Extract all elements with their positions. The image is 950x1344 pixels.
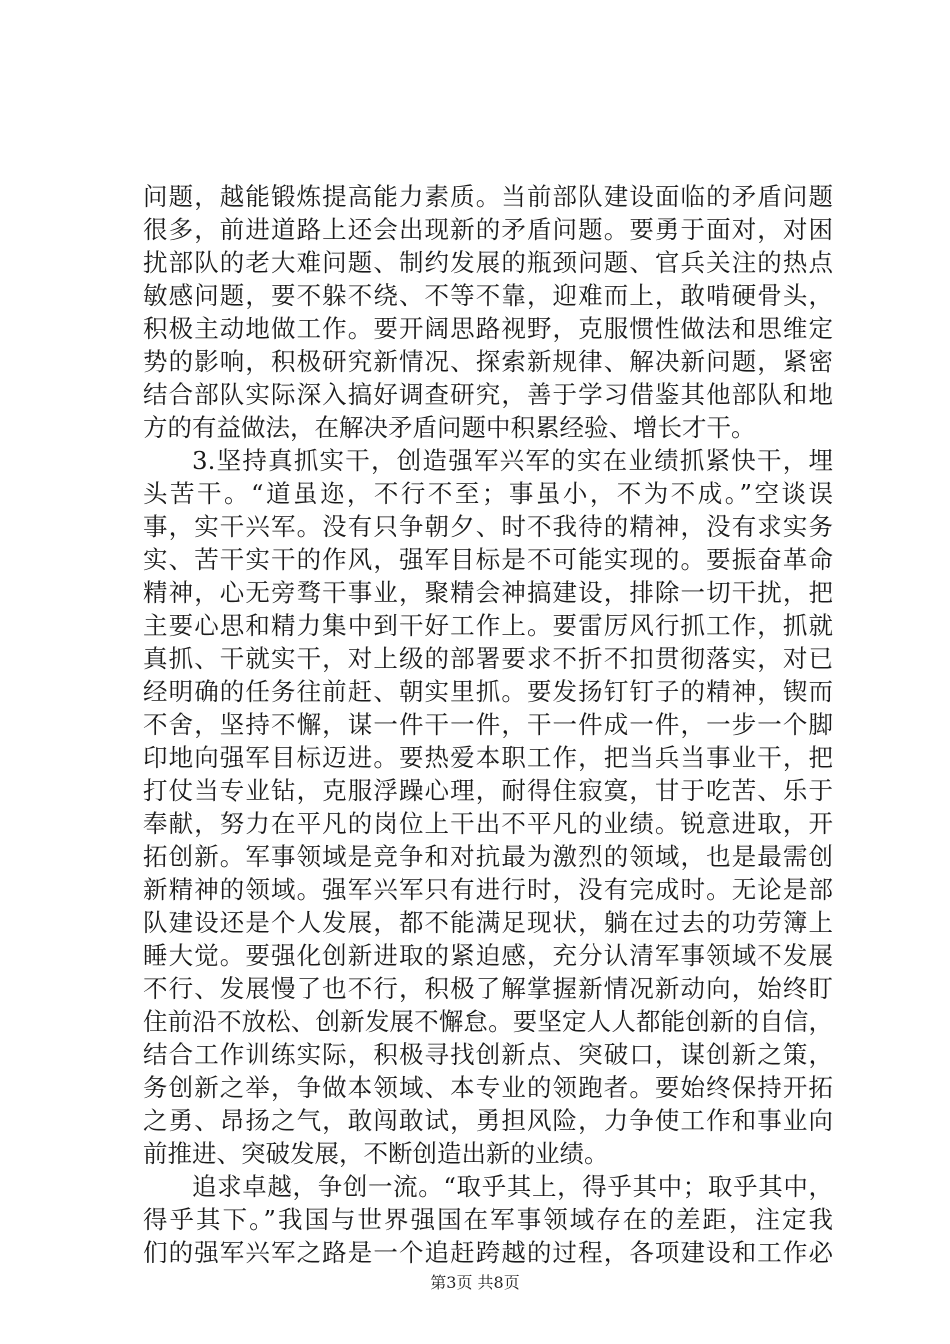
text-line: 主要心思和精力集中到干好工作上。要雷厉风行抓工作，抓就 [143, 611, 833, 640]
text-line: 不舍，坚持不懈，谋一件干一件，干一件成一件，一步一个脚 [143, 710, 833, 739]
text-line: 积极主动地做工作。要开阔思路视野，克服惯性做法和思维定 [143, 314, 833, 343]
text-line: 精神，心无旁骛干事业，聚精会神搞建设，排除一切干扰，把 [143, 578, 833, 607]
text-line: 印地向强军目标迈进。要热爱本职工作，把当兵当事业干，把 [143, 743, 833, 772]
text-line: 方的有益做法，在解决矛盾问题中积累经验、增长才干。 [143, 413, 756, 442]
text-line: 务创新之举，争做本领域、本专业的领跑者。要始终保持开拓 [143, 1073, 833, 1102]
text-line: 打仗当专业钻，克服浮躁心理，耐得住寂寞，甘于吃苦、乐于 [143, 776, 833, 805]
page-number-footer: 第3页 共8页 [430, 1273, 520, 1292]
text-line: 队建设还是个人发展，都不能满足现状，躺在过去的功劳簿上 [143, 908, 833, 937]
text-line: 势的影响，积极研究新情况、探索新规律、解决新问题，紧密 [143, 347, 833, 376]
text-line: 前推进、突破发展，不断创造出新的业绩。 [143, 1139, 609, 1168]
text-line: 住前沿不放松、创新发展不懈怠。要坚定人人都能创新的自信， [143, 1007, 833, 1036]
text-line: 们的强军兴军之路是一个追赶跨越的过程，各项建设和工作必 [143, 1238, 833, 1267]
text-line: 真抓、干就实干，对上级的部署要求不折不扣贯彻落实，对已 [143, 644, 833, 673]
text-line: 问题，越能锻炼提高能力素质。当前部队建设面临的矛盾问题 [143, 182, 833, 211]
text-line: 结合工作训练实际，积极寻找创新点、突破口，谋创新之策， [143, 1040, 833, 1069]
text-line: 追求卓越，争创一流。“取乎其上，得乎其中；取乎其中， [192, 1172, 833, 1201]
text-line: 3.坚持真抓实干，创造强军兴军的实在业绩抓紧快干，埋 [192, 446, 833, 475]
text-line: 奉献，努力在平凡的岗位上干出不平凡的业绩。锐意进取，开 [143, 809, 833, 838]
text-line: 敏感问题，要不躲不绕、不等不靠，迎难而上，敢啃硬骨头， [143, 281, 833, 310]
text-line: 睡大觉。要强化创新进取的紧迫感，充分认清军事领域不发展 [143, 941, 833, 970]
text-line: 之勇、昂扬之气，敢闯敢试，勇担风险，力争使工作和事业向 [143, 1106, 833, 1135]
text-line: 很多，前进道路上还会出现新的矛盾问题。要勇于面对，对困 [143, 215, 833, 244]
text-line: 经明确的任务往前赶、朝实里抓。要发扬钉钉子的精神，锲而 [143, 677, 833, 706]
text-line: 不行、发展慢了也不行，积极了解掌握新情况新动向，始终盯 [143, 974, 833, 1003]
text-line: 拓创新。军事领域是竞争和对抗最为激烈的领域，也是最需创 [143, 842, 833, 871]
text-line: 结合部队实际深入搞好调查研究，善于学习借鉴其他部队和地 [143, 380, 833, 409]
text-line: 头苦干。“道虽迩，不行不至；事虽小，不为不成。”空谈误 [143, 479, 833, 508]
text-line: 实、苦干实干的作风，强军目标是不可能实现的。要振奋革命 [143, 545, 833, 574]
text-line: 事，实干兴军。没有只争朝夕、时不我待的精神，没有求实务 [143, 512, 833, 541]
text-line: 扰部队的老大难问题、制约发展的瓶颈问题、官兵关注的热点 [143, 248, 833, 277]
text-line: 新精神的领域。强军兴军只有进行时，没有完成时。无论是部 [143, 875, 833, 904]
text-line: 得乎其下。”我国与世界强国在军事领域存在的差距，注定我 [143, 1205, 833, 1234]
